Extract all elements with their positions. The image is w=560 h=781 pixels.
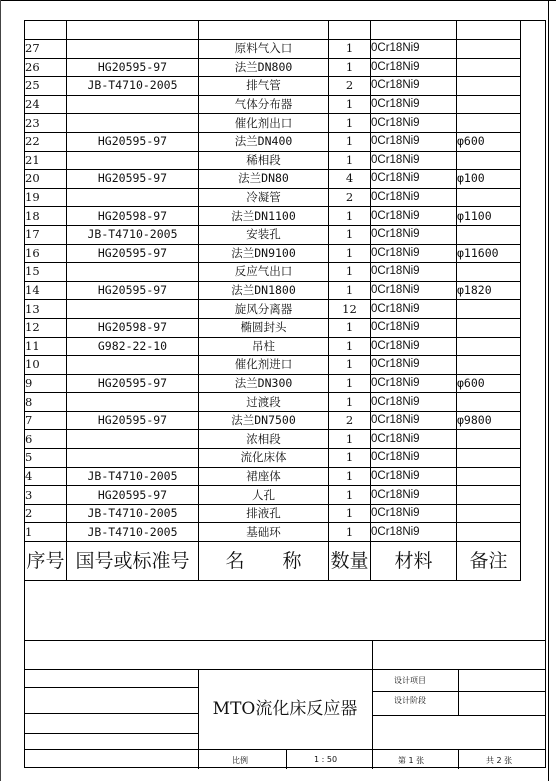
item-number: 24	[25, 95, 67, 114]
item-number: 13	[25, 300, 67, 319]
quantity: 1	[329, 486, 371, 505]
table-row	[25, 504, 521, 523]
note	[457, 300, 521, 319]
table-row	[25, 486, 521, 505]
scale-label: 比例	[232, 756, 248, 765]
table-row	[25, 467, 521, 486]
material: 0Cr18Ni9	[371, 281, 457, 300]
part-name: 吊柱	[199, 337, 329, 356]
note	[457, 40, 521, 59]
part-name: 法兰DN9100	[199, 244, 329, 263]
standard-number: JB-T4710-2005	[67, 467, 199, 486]
quantity: 4	[329, 170, 371, 189]
material: 0Cr18Ni9	[371, 40, 457, 59]
table-row	[25, 188, 521, 207]
header-qty: 数量	[329, 542, 371, 581]
quantity: 1	[329, 318, 371, 337]
material: 0Cr18Ni9	[371, 170, 457, 189]
table-row	[25, 523, 521, 542]
item-number: 5	[25, 449, 67, 468]
item-number: 25	[25, 77, 67, 96]
item-number: 3	[25, 486, 67, 505]
note	[457, 263, 521, 282]
note	[457, 225, 521, 244]
title-block	[24, 640, 546, 769]
item-number: 16	[25, 244, 67, 263]
note	[457, 467, 521, 486]
standard-number	[67, 449, 199, 468]
standard-number: HG20595-97	[67, 244, 199, 263]
note	[457, 486, 521, 505]
note	[457, 449, 521, 468]
table-row	[25, 356, 521, 375]
material: 0Cr18Ni9	[371, 318, 457, 337]
standard-number: JB-T4710-2005	[67, 504, 199, 523]
material: 0Cr18Ni9	[371, 95, 457, 114]
header-material: 材料	[371, 542, 457, 581]
item-number: 10	[25, 356, 67, 375]
item-number: 23	[25, 114, 67, 133]
material: 0Cr18Ni9	[371, 188, 457, 207]
standard-number	[67, 40, 199, 59]
item-number: 22	[25, 132, 67, 151]
design-stage-label: 设计阶段	[394, 696, 426, 705]
part-name: 法兰DN800	[199, 58, 329, 77]
note	[457, 58, 521, 77]
sheet-top-edge	[0, 0, 556, 1]
note: φ600	[457, 374, 521, 393]
standard-number: HG20595-97	[67, 411, 199, 430]
quantity: 1	[329, 374, 371, 393]
part-name: 裙座体	[199, 467, 329, 486]
table-row	[25, 132, 521, 151]
item-number: 11	[25, 337, 67, 356]
standard-number	[67, 263, 199, 282]
note: φ11600	[457, 244, 521, 263]
quantity: 1	[329, 337, 371, 356]
table-row	[25, 393, 521, 412]
standard-number: HG20595-97	[67, 281, 199, 300]
quantity: 1	[329, 281, 371, 300]
standard-number: HG20598-97	[67, 207, 199, 226]
standard-number: HG20595-97	[67, 374, 199, 393]
standard-number	[67, 356, 199, 375]
table-row	[25, 318, 521, 337]
part-name: 排液孔	[199, 504, 329, 523]
quantity: 1	[329, 151, 371, 170]
part-name: 原料气入口	[199, 40, 329, 59]
part-name: 气体分布器	[199, 95, 329, 114]
table-row	[25, 77, 521, 96]
standard-number: HG20595-97	[67, 58, 199, 77]
part-name: 催化剂进口	[199, 356, 329, 375]
material: 0Cr18Ni9	[371, 207, 457, 226]
material: 0Cr18Ni9	[371, 356, 457, 375]
part-name: 法兰DN1800	[199, 281, 329, 300]
note: φ9800	[457, 411, 521, 430]
note: φ1100	[457, 207, 521, 226]
part-name: 人孔	[199, 486, 329, 505]
part-name: 旋风分离器	[199, 300, 329, 319]
table-row	[25, 337, 521, 356]
part-name: 浓相段	[199, 430, 329, 449]
quantity: 1	[329, 114, 371, 133]
material: 0Cr18Ni9	[371, 151, 457, 170]
table-row	[25, 430, 521, 449]
item-number: 26	[25, 58, 67, 77]
material: 0Cr18Ni9	[371, 467, 457, 486]
part-name: 催化剂出口	[199, 114, 329, 133]
quantity: 1	[329, 449, 371, 468]
table-row	[25, 58, 521, 77]
part-name: 安装孔	[199, 225, 329, 244]
item-number: 27	[25, 40, 67, 59]
quantity: 1	[329, 132, 371, 151]
standard-number: HG20595-97	[67, 486, 199, 505]
material: 0Cr18Ni9	[371, 430, 457, 449]
quantity: 1	[329, 504, 371, 523]
quantity: 1	[329, 356, 371, 375]
note	[457, 356, 521, 375]
header-no: 序号	[25, 542, 67, 581]
header-name: 名 称	[199, 542, 329, 581]
table-row	[25, 95, 521, 114]
material: 0Cr18Ni9	[371, 504, 457, 523]
material: 0Cr18Ni9	[371, 374, 457, 393]
material: 0Cr18Ni9	[371, 58, 457, 77]
item-number: 14	[25, 281, 67, 300]
table-row	[25, 300, 521, 319]
material: 0Cr18Ni9	[371, 393, 457, 412]
standard-number	[67, 151, 199, 170]
quantity: 2	[329, 77, 371, 96]
table-row	[25, 225, 521, 244]
item-number: 21	[25, 151, 67, 170]
table-row	[25, 263, 521, 282]
quantity: 1	[329, 263, 371, 282]
material: 0Cr18Ni9	[371, 114, 457, 133]
standard-number: HG20598-97	[67, 318, 199, 337]
header-note: 备注	[457, 542, 521, 581]
part-name: 法兰DN7500	[199, 411, 329, 430]
part-name: 流化床体	[199, 449, 329, 468]
standard-number	[67, 114, 199, 133]
note	[457, 523, 521, 542]
table-row	[25, 170, 521, 189]
note: φ600	[457, 132, 521, 151]
quantity: 2	[329, 188, 371, 207]
item-number: 2	[25, 504, 67, 523]
item-number: 18	[25, 207, 67, 226]
item-number: 6	[25, 430, 67, 449]
note	[457, 95, 521, 114]
standard-number	[67, 300, 199, 319]
item-number: 8	[25, 393, 67, 412]
sheet-total: 共 2 张	[486, 756, 513, 765]
standard-number: HG20595-97	[67, 170, 199, 189]
part-name: 冷凝管	[199, 188, 329, 207]
note	[457, 151, 521, 170]
item-number: 17	[25, 225, 67, 244]
table-row	[25, 374, 521, 393]
note	[457, 430, 521, 449]
sheet-number: 第 1 张	[398, 756, 425, 765]
note	[457, 318, 521, 337]
standard-number: JB-T4710-2005	[67, 77, 199, 96]
part-name: 稀相段	[199, 151, 329, 170]
note	[457, 504, 521, 523]
quantity: 1	[329, 523, 371, 542]
design-project-label: 设计项目	[394, 676, 426, 685]
scale-value: 1 : 50	[314, 755, 338, 764]
quantity: 1	[329, 225, 371, 244]
material: 0Cr18Ni9	[371, 411, 457, 430]
table-row	[25, 281, 521, 300]
part-name: 法兰DN400	[199, 132, 329, 151]
material: 0Cr18Ni9	[371, 244, 457, 263]
material: 0Cr18Ni9	[371, 523, 457, 542]
item-number: 19	[25, 188, 67, 207]
standard-number: HG20595-97	[67, 132, 199, 151]
quantity: 1	[329, 207, 371, 226]
material: 0Cr18Ni9	[371, 225, 457, 244]
table-row	[25, 449, 521, 468]
table-row	[25, 411, 521, 430]
table-row	[25, 244, 521, 263]
material: 0Cr18Ni9	[371, 300, 457, 319]
quantity: 1	[329, 467, 371, 486]
quantity: 1	[329, 95, 371, 114]
material: 0Cr18Ni9	[371, 449, 457, 468]
header-std: 国号或标准号	[67, 542, 199, 581]
table-header-row	[25, 542, 521, 581]
note	[457, 337, 521, 356]
blank-top-row	[25, 21, 521, 40]
item-number: 12	[25, 318, 67, 337]
note	[457, 393, 521, 412]
sheet-right-edge	[548, 0, 549, 781]
part-name: 法兰DN80	[199, 170, 329, 189]
quantity: 1	[329, 58, 371, 77]
standard-number	[67, 188, 199, 207]
quantity: 12	[329, 300, 371, 319]
standard-number	[67, 393, 199, 412]
material: 0Cr18Ni9	[371, 263, 457, 282]
part-name: 法兰DN300	[199, 374, 329, 393]
table-row	[25, 207, 521, 226]
note	[457, 77, 521, 96]
item-number: 1	[25, 523, 67, 542]
part-name: 反应气出口	[199, 263, 329, 282]
note	[457, 114, 521, 133]
note	[457, 188, 521, 207]
parts-list-table	[24, 20, 521, 581]
standard-number	[67, 430, 199, 449]
item-number: 4	[25, 467, 67, 486]
drawing-title: MTO流化床反应器	[212, 699, 358, 719]
table-row	[25, 151, 521, 170]
quantity: 1	[329, 430, 371, 449]
quantity: 1	[329, 244, 371, 263]
item-number: 7	[25, 411, 67, 430]
note: φ1820	[457, 281, 521, 300]
quantity: 1	[329, 393, 371, 412]
item-number: 20	[25, 170, 67, 189]
standard-number	[67, 95, 199, 114]
material: 0Cr18Ni9	[371, 77, 457, 96]
part-name: 椭圆封头	[199, 318, 329, 337]
standard-number: JB-T4710-2005	[67, 225, 199, 244]
part-name: 基础环	[199, 523, 329, 542]
table-row	[25, 40, 521, 59]
part-name: 法兰DN1100	[199, 207, 329, 226]
material: 0Cr18Ni9	[371, 337, 457, 356]
quantity: 2	[329, 411, 371, 430]
standard-number: G982-22-10	[67, 337, 199, 356]
quantity: 1	[329, 40, 371, 59]
sheet-left-edge	[0, 0, 1, 781]
part-name: 排气管	[199, 77, 329, 96]
standard-number: JB-T4710-2005	[67, 523, 199, 542]
material: 0Cr18Ni9	[371, 132, 457, 151]
table-row	[25, 114, 521, 133]
item-number: 9	[25, 374, 67, 393]
material: 0Cr18Ni9	[371, 486, 457, 505]
note: φ100	[457, 170, 521, 189]
item-number: 15	[25, 263, 67, 282]
part-name: 过渡段	[199, 393, 329, 412]
